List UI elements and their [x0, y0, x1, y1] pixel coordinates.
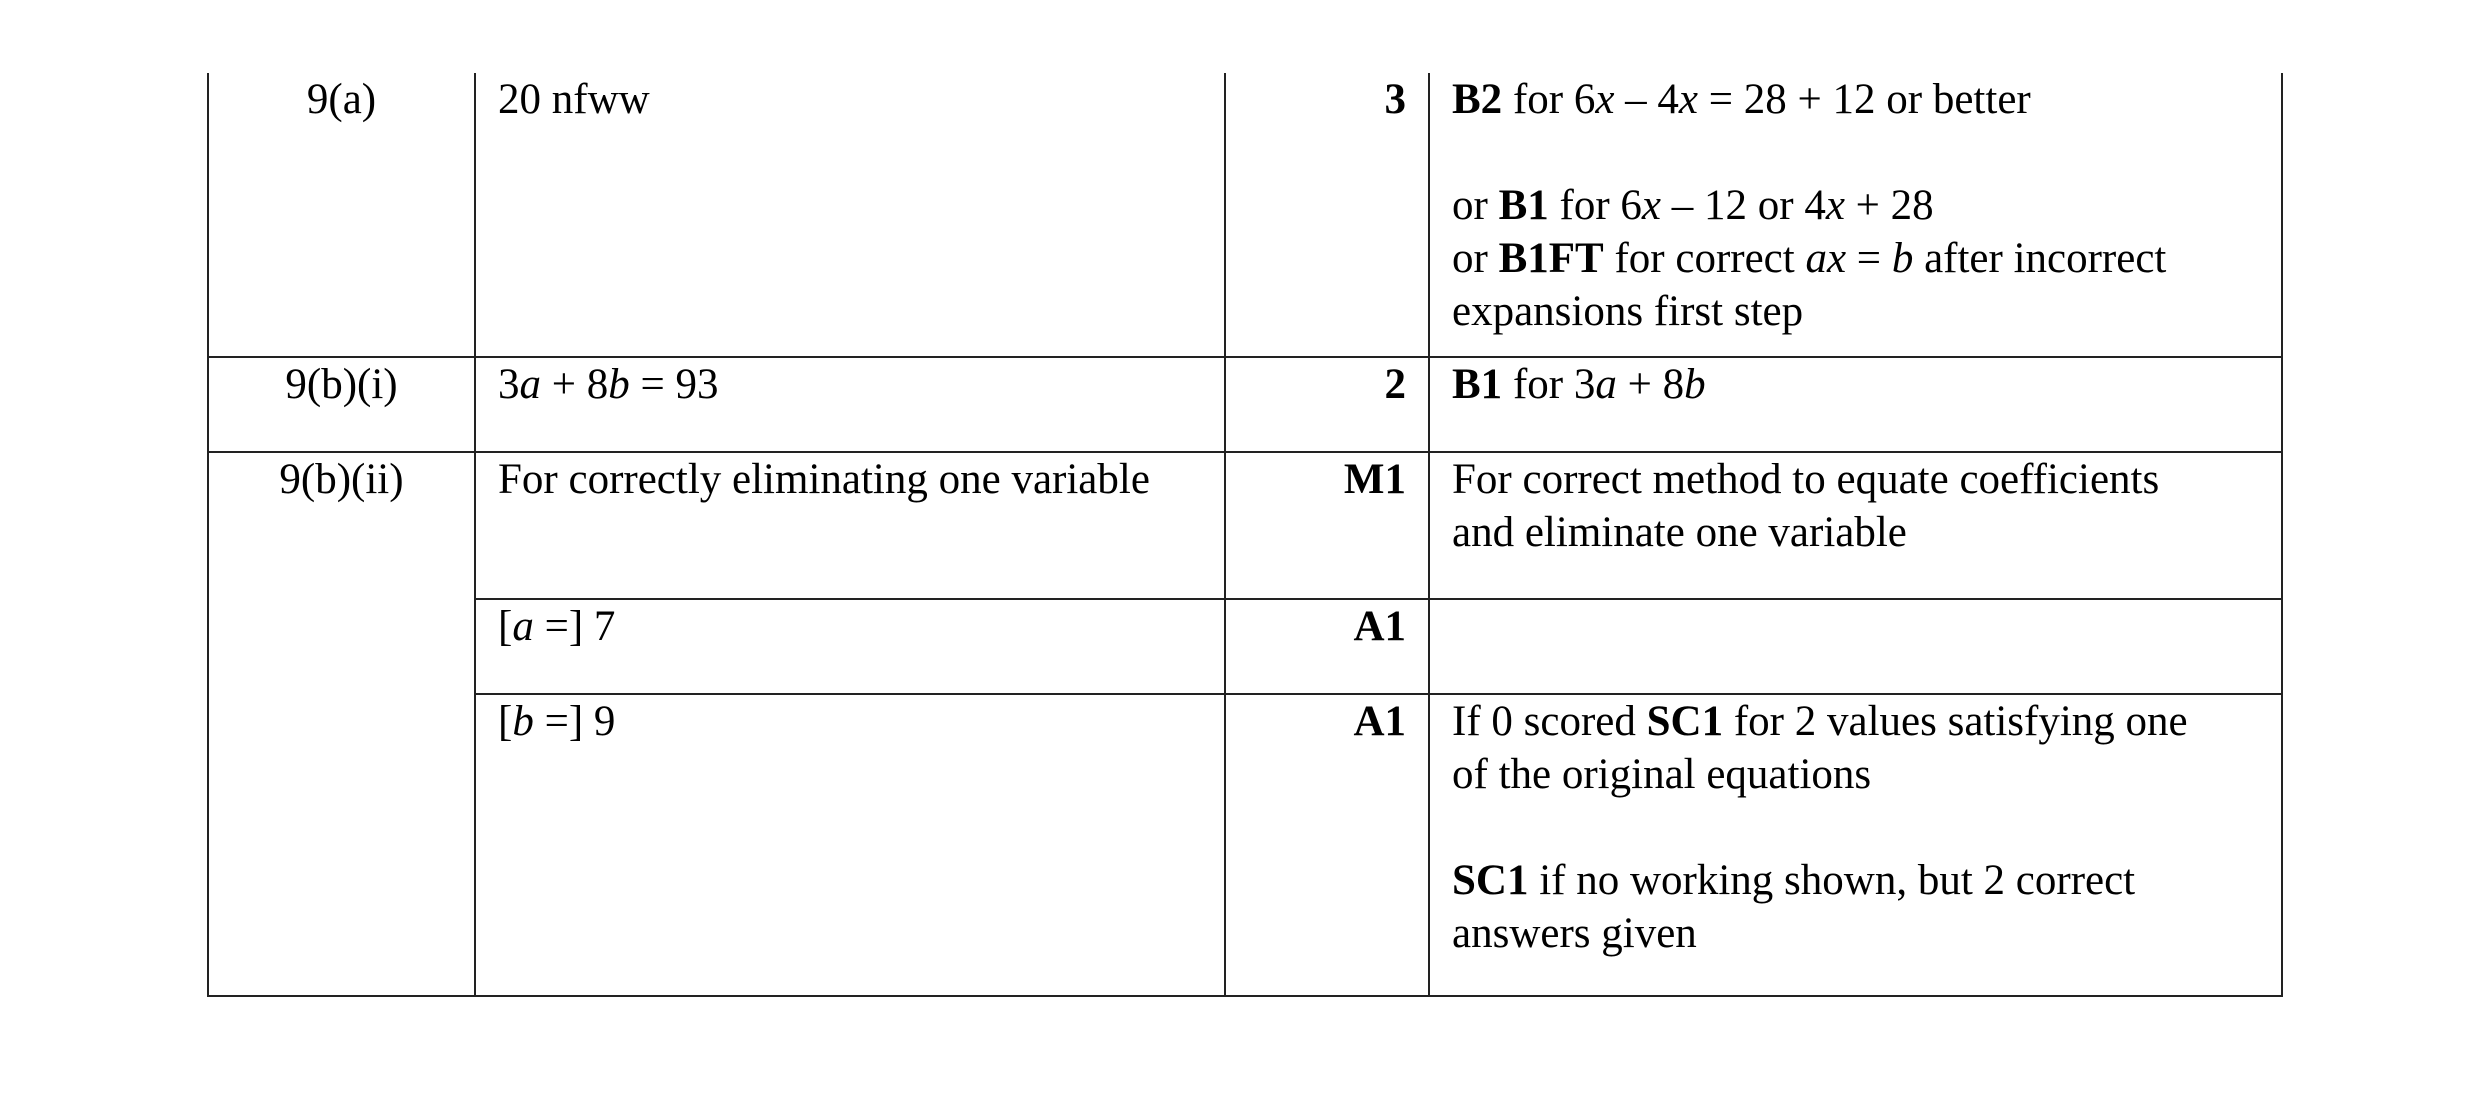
table-row	[208, 452, 2282, 599]
guidance-line: or B1FT for correct ax = b after incorrect	[1452, 235, 2167, 282]
answer-cell: For correctly eliminating one variable	[475, 452, 1225, 599]
guidance-cell: B1 for 3a + 8b	[1429, 357, 2282, 452]
guidance-line: If 0 scored SC1 for 2 values satisfying one	[1452, 698, 2188, 745]
table-row	[208, 694, 2282, 996]
guidance-line: or B1 for 6x – 12 or 4x + 28	[1452, 182, 1934, 229]
answer-cell: 3a + 8b = 93	[475, 357, 1225, 452]
guidance-line: of the original equations	[1452, 751, 1872, 798]
guidance-line: SC1 if no working shown, but 2 correct	[1452, 857, 2136, 904]
guidance-cell	[1429, 73, 2282, 357]
guidance-line: answers given	[1452, 910, 1697, 957]
guidance-line: B2 for 6x – 4x = 28 + 12 or better	[1452, 76, 2031, 123]
marks-cell: A1	[1225, 694, 1429, 996]
answer-cell: [a =] 7	[475, 599, 1225, 694]
guidance-cell	[1429, 452, 2282, 599]
guidance-cell	[1429, 599, 2282, 694]
marks-cell: A1	[1225, 599, 1429, 694]
answer-cell: 20 nfww	[475, 73, 1225, 357]
table-row	[208, 357, 2282, 452]
mark-scheme-table	[207, 73, 2283, 997]
table-row	[208, 73, 2282, 357]
guidance-cell	[1429, 694, 2282, 996]
question-number: 9(b)(i)	[208, 357, 475, 452]
guidance-line: and eliminate one variable	[1452, 509, 1907, 556]
guidance-line: expansions first step	[1452, 288, 1804, 335]
guidance-line: For correct method to equate coefficients	[1452, 456, 2160, 503]
answer-cell: [b =] 9	[475, 694, 1225, 996]
marks-cell: 2	[1225, 357, 1429, 452]
table-row	[208, 599, 2282, 694]
question-number: 9(b)(ii)	[208, 452, 475, 996]
marks-cell: M1	[1225, 452, 1429, 599]
question-number: 9(a)	[208, 73, 475, 357]
marks-cell: 3	[1225, 73, 1429, 357]
